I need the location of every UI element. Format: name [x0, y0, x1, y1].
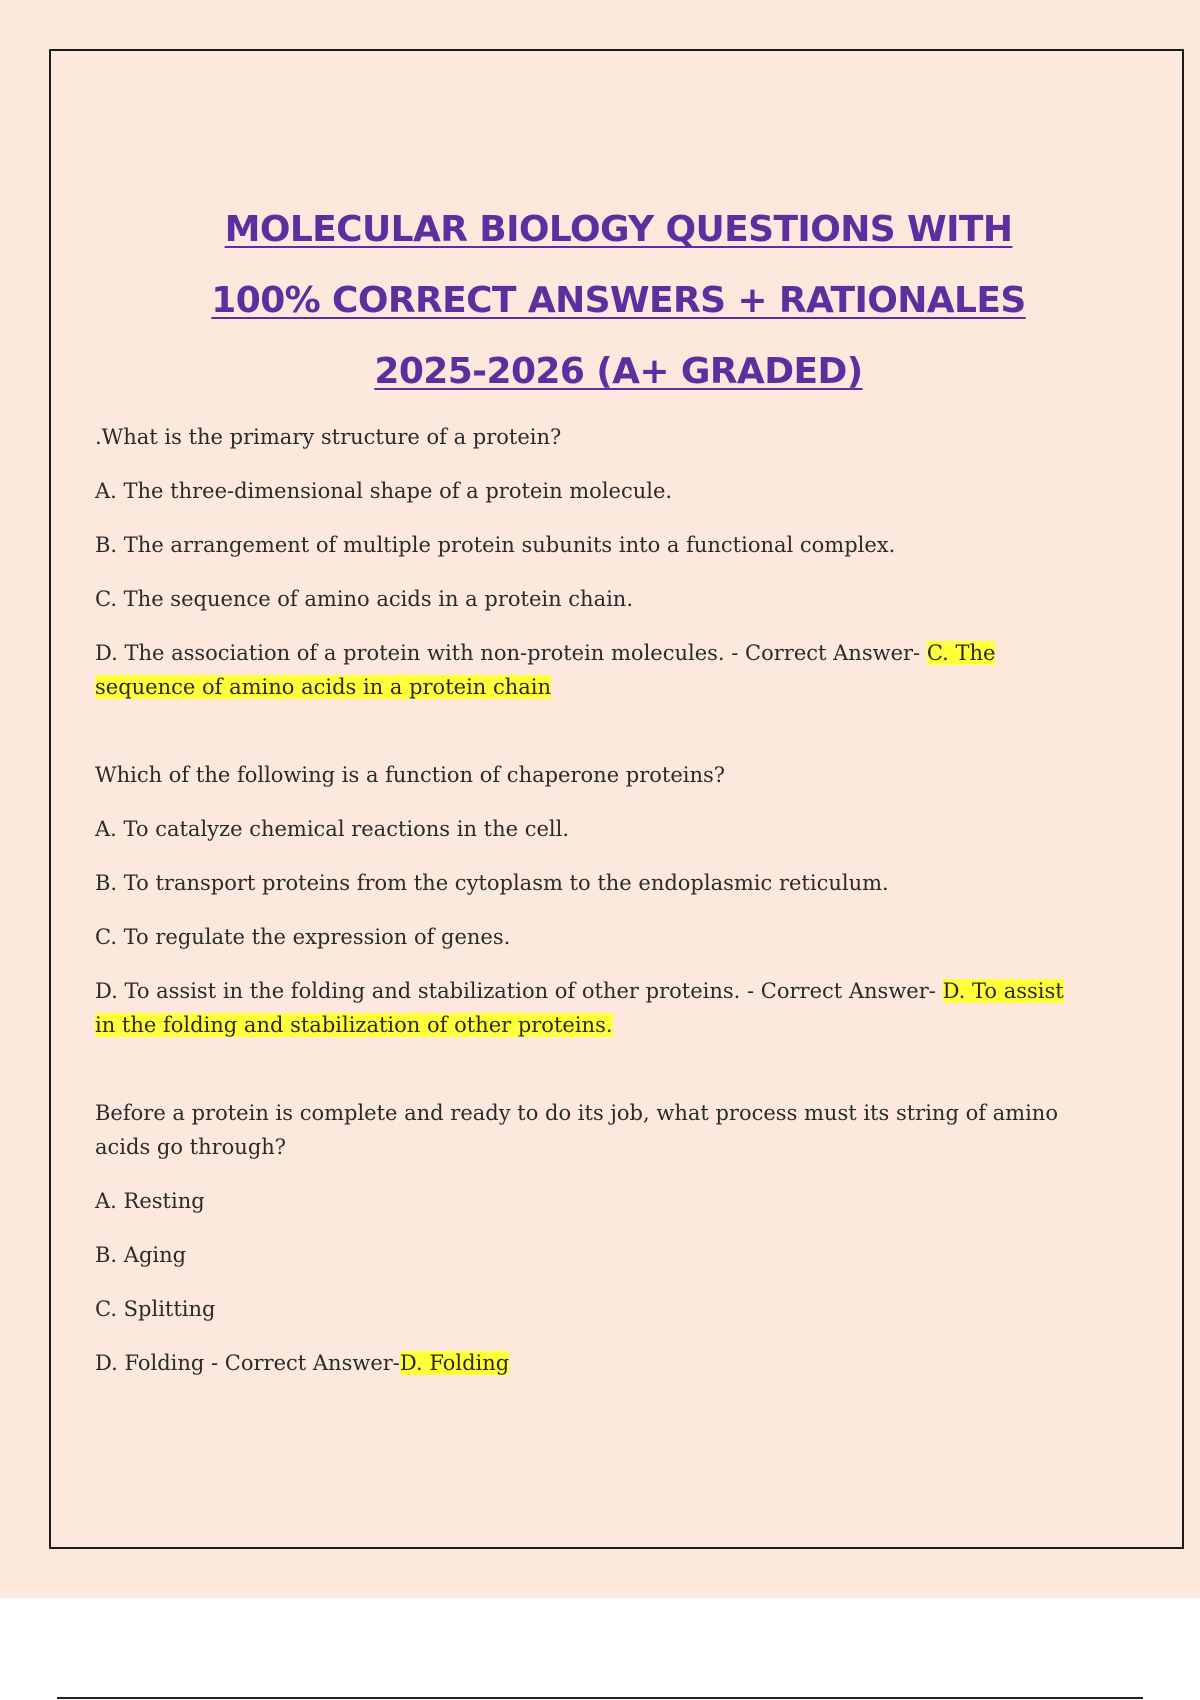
option-b: B. Aging [95, 1243, 187, 1267]
document-title [51, 194, 1186, 407]
title-line-3: 2025-2026 (A+ GRADED) [374, 351, 863, 392]
option-d: D. To assist in the folding and stabilization of other proteins. - Correct Answer- [95, 979, 936, 1003]
footer-divider [57, 1697, 1143, 1699]
option-b: B. To transport proteins from the cytoplasm to the endoplasmic reticulum. [95, 871, 889, 895]
option-d-with-answer [95, 636, 1085, 704]
option-c: C. To regulate the expression of genes. [95, 925, 511, 949]
option-d-with-answer [95, 974, 1085, 1042]
option-d-with-answer [95, 1346, 1085, 1380]
question-block-2 [95, 758, 1085, 1042]
option-c: C. Splitting [95, 1297, 216, 1321]
title-line-1: MOLECULAR BIOLOGY QUESTIONS WITH [224, 209, 1013, 250]
question-block-3 [95, 1096, 1085, 1380]
correct-answer-highlight: D. To assist in the folding and stabilization of other proteins. [95, 979, 1064, 1037]
option-d: D. The association of a protein with non-protein molecules. - Correct Answer- [95, 641, 921, 665]
question-text: Which of the following is a function of chaperone proteins? [95, 763, 726, 787]
question-block-1 [95, 420, 1085, 704]
option-a: A. Resting [95, 1189, 205, 1213]
option-a: A. The three-dimensional shape of a protein molecule. [95, 479, 673, 503]
correct-answer-highlight: C. The sequence of amino acids in a protein chain [95, 641, 996, 699]
option-b: B. The arrangement of multiple protein subunits into a functional complex. [95, 533, 896, 557]
title-line-2: 100% CORRECT ANSWERS + RATIONALES [211, 280, 1026, 321]
option-a: A. To catalyze chemical reactions in the cell. [95, 817, 570, 841]
option-c: C. The sequence of amino acids in a protein chain. [95, 587, 634, 611]
question-text: .What is the primary structure of a protein? [95, 425, 562, 449]
question-list [95, 420, 1085, 1434]
correct-answer-highlight: D. Folding [399, 1351, 510, 1375]
question-text: Before a protein is complete and ready to do its job, what process must its string of amino acids go through? [95, 1101, 1058, 1159]
option-d: D. Folding - Correct Answer- [95, 1351, 400, 1375]
